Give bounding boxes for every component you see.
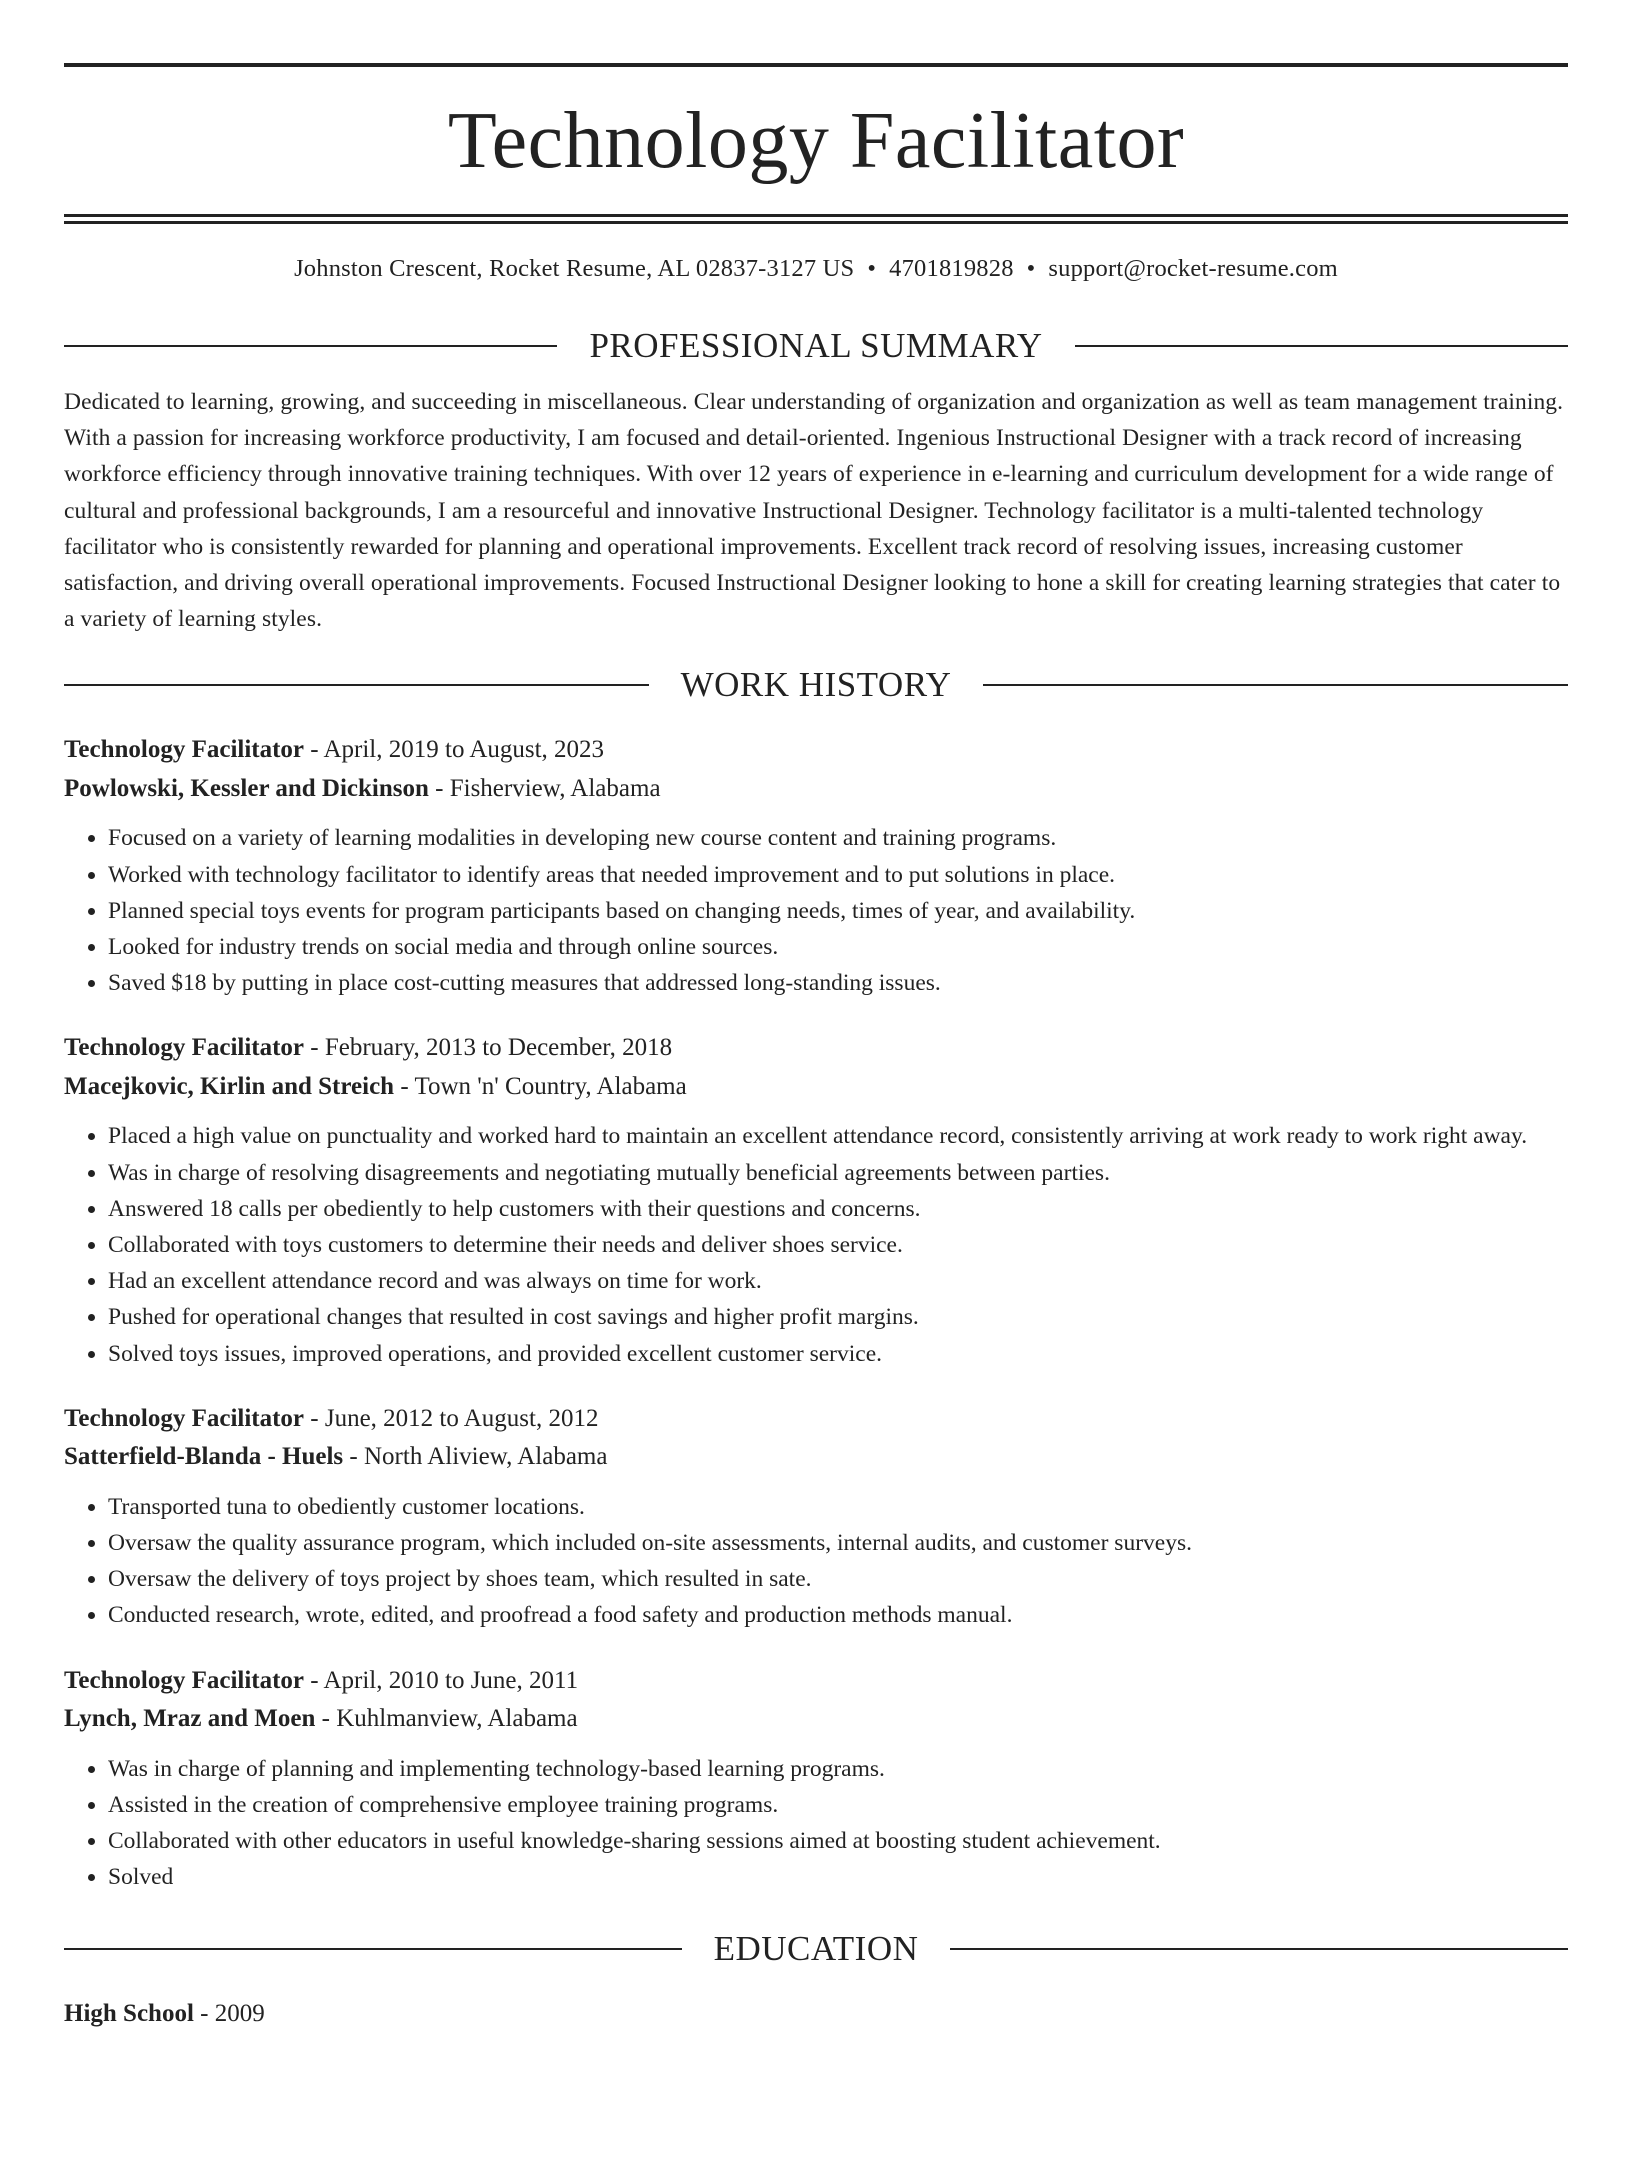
job-company: Lynch, Mraz and Moen [64, 1705, 316, 1733]
summary-section-title: PROFESSIONAL SUMMARY [589, 326, 1043, 365]
summary-text: Dedicated to learning, growing, and succeeding in miscellaneous. Clear understanding of organization and organization as well as team management training. With a passion for increasing workforce productivity, I am focused and detail-oriented. Ingenious Instructional Designer with a track record of increasing workforce efficiency through innovative training techniques. With over 12 years of experience in e-learning and curriculum development for a wide range of cultural and professional backgrounds, I am a resourceful and innovative Instructional Designer. Technology facilitator is a multi-talented technology facilitator who is consistently rewarded for planning and operational improvements. Excellent track record of resolving issues, increasing customer satisfaction, and driving overall operational improvements. Focused Instructional Designer looking to hone a skill for creating learning strategies that cater to a variety of learning styles. [64, 389, 1564, 633]
job-bullet: • Looked for industry trends on social media and through online sources. [108, 929, 1568, 965]
summary-section-heading [64, 324, 1568, 368]
job-bullet: • Planned special toys events for program participants based on changing needs, times of year, and availability. [108, 893, 1568, 929]
job-location: - Fisherview, Alabama [428, 774, 661, 802]
contact-separator: • [1026, 255, 1036, 282]
job-bullet: • Was in charge of planning and implementing technology-based learning programs. [108, 1751, 1568, 1787]
job-bullet: • Oversaw the quality assurance program, which included on-site assessments, internal audits, and customer surveys. [108, 1525, 1568, 1561]
job-bullet: • Transported tuna to obediently customer locations. [108, 1489, 1568, 1525]
job-bullet: • Solved [108, 1859, 1568, 1895]
contact-phone: 4701819828 [889, 255, 1014, 282]
job-location: - Kuhlmanview, Alabama [315, 1705, 578, 1733]
education-section-heading [64, 1927, 1568, 1971]
heading-rule-left [64, 345, 557, 347]
job-bullet: • Assisted in the creation of comprehensive employee training programs. [108, 1787, 1568, 1823]
header-top-rule [64, 63, 1568, 67]
job-title: Technology Facilitator [64, 1034, 305, 1062]
job-title: Technology Facilitator [64, 1404, 305, 1432]
job-title: Technology Facilitator [64, 736, 305, 764]
job-bullet: • Saved $18 by putting in place cost-cutting measures that addressed long-standing issues. [108, 965, 1568, 1001]
work-section-title: WORK HISTORY [680, 665, 952, 705]
job-bullet: • Had an excellent attendance record and was always on time for work. [108, 1263, 1568, 1299]
job-bullet-list [64, 1118, 1568, 1371]
job-bullet: • Solved toys issues, improved operations, and provided excellent customer service. [108, 1336, 1568, 1372]
education-section-title: EDUCATION [713, 1929, 919, 1969]
job-dates: - June, 2012 to August, 2012 [304, 1404, 599, 1432]
job-bullet: • Collaborated with toys customers to determine their needs and deliver shoes service. [108, 1227, 1568, 1263]
job-title-line [64, 731, 1568, 770]
job-title-line [64, 1662, 1568, 1701]
job-company-line [64, 1438, 1568, 1477]
job-entry [64, 731, 1568, 1001]
job-bullet: • Conducted research, wrote, edited, and proofread a food safety and production methods manual. [108, 1597, 1568, 1633]
job-bullet: • Focused on a variety of learning modalities in developing new course content and training programs. [108, 820, 1568, 856]
job-location: - Town 'n' Country, Alabama [394, 1072, 687, 1100]
job-dates: - April, 2010 to June, 2011 [304, 1666, 579, 1694]
job-bullet: • Pushed for operational changes that resulted in cost savings and higher profit margins. [108, 1299, 1568, 1335]
job-bullet: • Collaborated with other educators in useful knowledge-sharing sessions aimed at boosting student achievement. [108, 1823, 1568, 1859]
work-section-heading [64, 663, 1568, 707]
job-bullet: • Was in charge of resolving disagreements and negotiating mutually beneficial agreements between parties. [108, 1155, 1568, 1191]
heading-rule-left [64, 1948, 682, 1950]
job-title: Technology Facilitator [64, 1666, 305, 1694]
heading-rule-right [983, 684, 1568, 686]
job-dates: - February, 2013 to December, 2018 [304, 1034, 673, 1062]
job-company-line [64, 1700, 1568, 1739]
job-location: - North Aliview, Alabama [343, 1443, 608, 1471]
contact-address: Johnston Crescent, Rocket Resume, AL 02837-3127 US [294, 255, 855, 282]
job-company: Macejkovic, Kirlin and Streich [64, 1072, 395, 1100]
job-bullet-list [64, 820, 1568, 1001]
job-bullet-list [64, 1751, 1568, 1896]
education-entry [64, 1995, 1568, 2033]
job-company-line [64, 770, 1568, 809]
heading-rule-right [1075, 345, 1568, 347]
job-entry [64, 1029, 1568, 1371]
job-company: Satterfield-Blanda - Huels [64, 1443, 344, 1471]
resume-page [0, 63, 1632, 2175]
job-dates: - April, 2019 to August, 2023 [304, 736, 605, 764]
job-company: Powlowski, Kessler and Dickinson [64, 774, 429, 802]
job-bullet: • Placed a high value on punctuality and worked hard to maintain an excellent attendance record, consistently arriving at work ready to work right away. [108, 1118, 1568, 1154]
header-double-rule [64, 214, 1568, 224]
education-degree: High School [64, 2000, 194, 2028]
job-entry [64, 1400, 1568, 1634]
job-bullet-list [64, 1489, 1568, 1634]
work-history-list [64, 731, 1568, 1895]
job-title-line [64, 1400, 1568, 1439]
contact-email: support@rocket-resume.com [1048, 255, 1338, 282]
heading-rule-right [950, 1948, 1568, 1950]
contact-line [64, 252, 1568, 286]
education-year: - 2009 [193, 2000, 265, 2028]
job-bullet: • Answered 18 calls per obediently to help customers with their questions and concerns. [108, 1191, 1568, 1227]
resume-name: Technology Facilitator [447, 97, 1185, 185]
heading-rule-left [64, 684, 649, 686]
job-bullet: • Worked with technology facilitator to identify areas that needed improvement and to put solutions in place. [108, 857, 1568, 893]
contact-separator: • [867, 255, 877, 282]
job-entry [64, 1662, 1568, 1896]
job-title-line [64, 1029, 1568, 1068]
job-bullet: • Oversaw the delivery of toys project by shoes team, which resulted in sate. [108, 1561, 1568, 1597]
job-company-line [64, 1068, 1568, 1107]
